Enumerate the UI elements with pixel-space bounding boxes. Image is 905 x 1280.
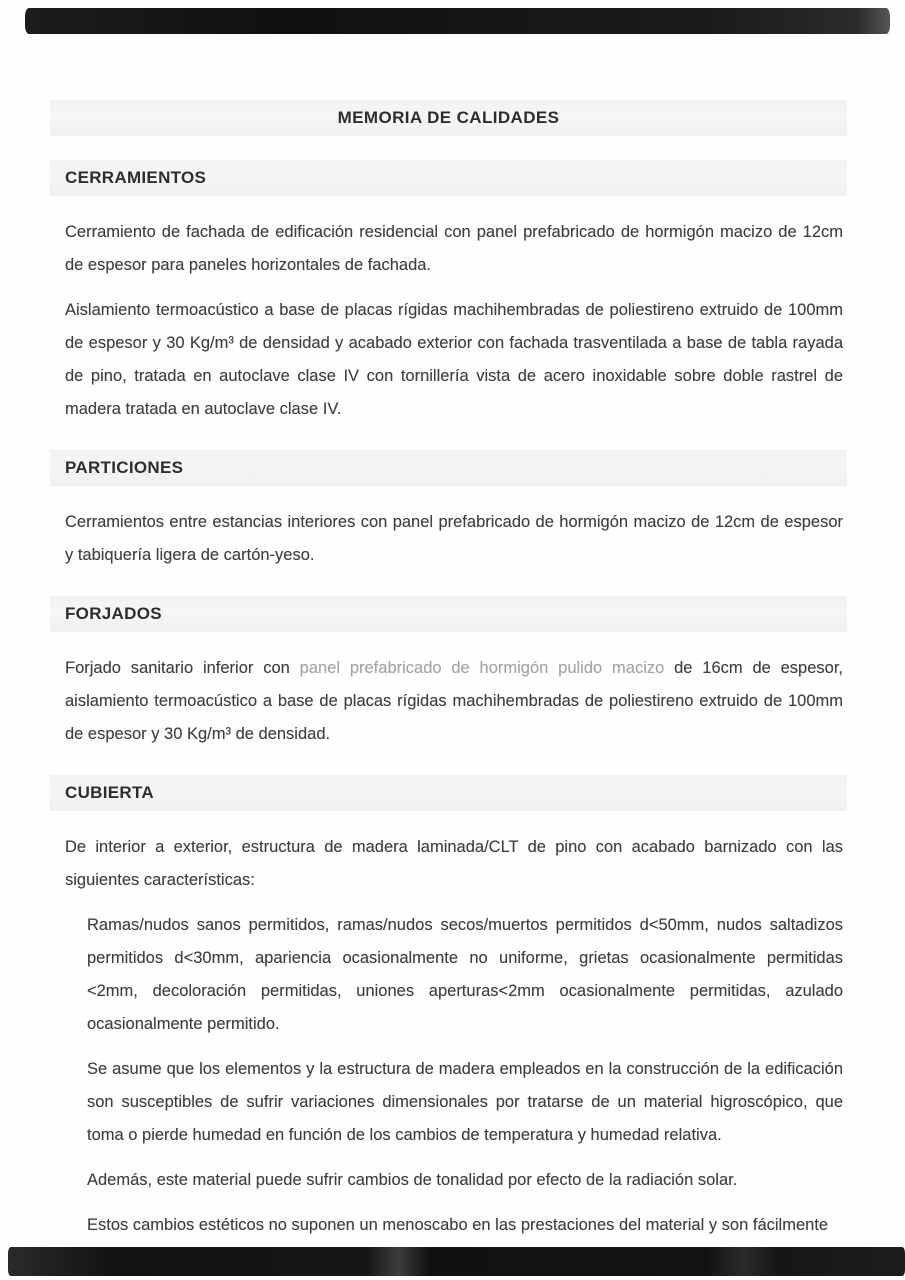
- paragraph-cubierta-characteristics: Ramas/nudos sanos permitidos, ramas/nudos secos/muertos permitidos d<50mm, nudos saltadizos permitidos d<30mm, apariencia ocasionalmente no uniforme, grietas ocasionalmente permitidas <2mm, decoloración permitidas, uniones aperturas<2mm ocasionalmente permitidas, azulado ocasionalmente permitido.: [87, 916, 843, 1033]
- section-heading-label: CERRAMIENTOS: [65, 168, 207, 187]
- section-header-cubierta: [50, 775, 847, 811]
- paragraph-forjados-1: [65, 652, 843, 751]
- paragraph-cubierta-intro: De interior a exterior, estructura de madera laminada/CLT de pino con acabado barnizado con las siguientes características:: [65, 838, 843, 889]
- paragraph-cubierta-hygroscopic: Se asume que los elementos y la estructura de madera empleados en la construcción de la edificación son susceptibles de sufrir variaciones dimensionales por tratarse de un material higroscópico, que toma o pierde humedad en función de los cambios de temperatura y humedad relativa.: [87, 1060, 843, 1144]
- paragraph-text-normal: Forjado sanitario inferior con: [65, 659, 300, 677]
- paragraph-particiones-1: Cerramientos entre estancias interiores con panel prefabricado de hormigón macizo de 12cm de espesor y tabiquería ligera de cartón-yeso.: [65, 513, 843, 564]
- section-header-forjados: [50, 596, 847, 632]
- section-heading-label: FORJADOS: [65, 604, 162, 623]
- page-title: MEMORIA DE CALIDADES: [337, 108, 560, 127]
- section-header-particiones: [50, 450, 847, 486]
- paragraph-cerramientos-2: Aislamiento termoacústico a base de placas rígidas machihembradas de poliestireno extruido de 100mm de espesor y 30 Kg/m³ de densidad y acabado exterior con fachada trasventilada a base de tabla rayada de pino, tratada en autoclave clase IV con tornillería vista de acero inoxidable sobre doble rastrel de madera tratada en autoclave clase IV.: [65, 301, 843, 418]
- section-heading-label: PARTICIONES: [65, 458, 184, 477]
- paragraph-cubierta-aesthetic: Estos cambios estéticos no suponen un menoscabo en las prestaciones del material y son fácilmente: [87, 1216, 829, 1234]
- title-bar: [50, 100, 847, 136]
- paragraph-cerramientos-1: Cerramiento de fachada de edificación residencial con panel prefabricado de hormigón macizo de 12cm de espesor para paneles horizontales de fachada.: [65, 223, 843, 274]
- paragraph-text-normal: de 16cm de espesor, aislamiento termoacústico a base de placas rígidas machihembradas de poliestireno extruido de 100mm de espesor y 30 Kg/m³ de densidad.: [65, 659, 844, 743]
- paragraph-cubierta-solar: Además, este material puede sufrir cambios de tonalidad por efecto de la radiación solar.: [87, 1171, 738, 1189]
- faded-text-span: panel prefabricado de hormigón pulido macizo: [299, 659, 665, 677]
- scan-artifact-bottom-bar: [8, 1247, 905, 1276]
- section-header-cerramientos: [50, 160, 847, 196]
- section-heading-label: CUBIERTA: [65, 783, 154, 802]
